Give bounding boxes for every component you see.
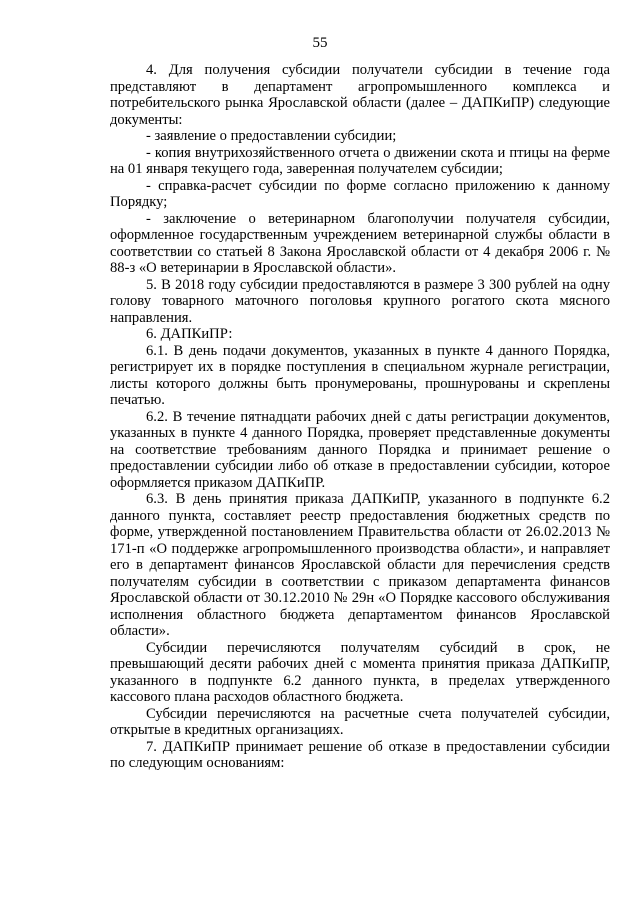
page-number: 55 <box>312 35 328 51</box>
paragraph-item-6-3: 6.3. В день принятия приказа ДАПКиПР, указанного в подпункте 6.2 данного пункта, составляет реестр предоставления бюджетных средств по форме, утвержденной постановлением Правительства области от 26.02.2013 № 171-п «О поддержке агропромышленного производства области», и направляет его в департамент финансов Ярославской области для перечисления средств получателям субсидии в соответствии с приказом департамента финансов Ярославской области от 30.12.2010 № 29н «О Порядке кассового обслуживания исполнения областного бюджета департаментом финансов Ярославской области». <box>110 491 610 639</box>
paragraph-item-6: 6. ДАПКиПР: <box>146 326 233 342</box>
paragraph-item-6-1: 6.1. В день подачи документов, указанных в пункте 4 данного Порядка, регистрирует их в порядке поступления в специальном журнале регистрации, листы которого должны быть пронумерованы, прошнурованы и скреплены печатью. <box>110 342 610 408</box>
paragraph-item-7: 7. ДАПКиПР принимает решение об отказе в предоставлении субсидии по следующим основаниям: <box>110 738 610 771</box>
list-item-veterinary-conclusion: - заключение о ветеринарном благополучии получателя субсидии, оформленное государственным учреждением ветеринарной службы области в соответствии со статьей 8 Закона Ярославской области от 4 декабря 2006 г. № 88-з «О ветеринарии в Ярославской области». <box>110 210 610 276</box>
paragraph-transfer-accounts: Субсидии перечисляются на расчетные счета получателей субсидии, открытые в кредитных организациях. <box>110 705 610 738</box>
paragraph-item-6-2: 6.2. В течение пятнадцати рабочих дней с даты регистрации документов, указанных в пункте 4 данного Порядка, проверяет представленные документы на соответствие требованиям данного Порядка и принимает решение о предоставлении субсидии либо об отказе в предоставлении субсидии, которое оформляется приказом ДАПКиПР. <box>110 408 610 491</box>
list-item-report-copy: - копия внутрихозяйственного отчета о движении скота и птицы на ферме на 01 января текущего года, заверенная получателем субсидии; <box>110 144 610 177</box>
document-body <box>110 62 610 772</box>
paragraph-item-4: 4. Для получения субсидии получатели субсидии в течение года представляют в департамент агропромышленного комплекса и потребительского рынка Ярославской области (далее – ДАПКиПР) следующие документы: <box>110 62 610 128</box>
list-item-application: - заявление о предоставлении субсидии; <box>146 128 397 144</box>
list-item-calculation: - справка-расчет субсидии по форме согласно приложению к данному Порядку; <box>110 177 610 210</box>
paragraph-transfer-term: Субсидии перечисляются получателям субсидий в срок, не превышающий десяти рабочих дней с момента принятия приказа ДАПКиПР, указанного в подпункте 6.2 данного пункта, в пределах утвержденного кассового плана расходов областного бюджета. <box>110 639 610 705</box>
paragraph-item-5: 5. В 2018 году субсидии предоставляются в размере 3 300 рублей на одну голову товарного маточного поголовья крупного рогатого скота мясного направления. <box>110 276 610 326</box>
